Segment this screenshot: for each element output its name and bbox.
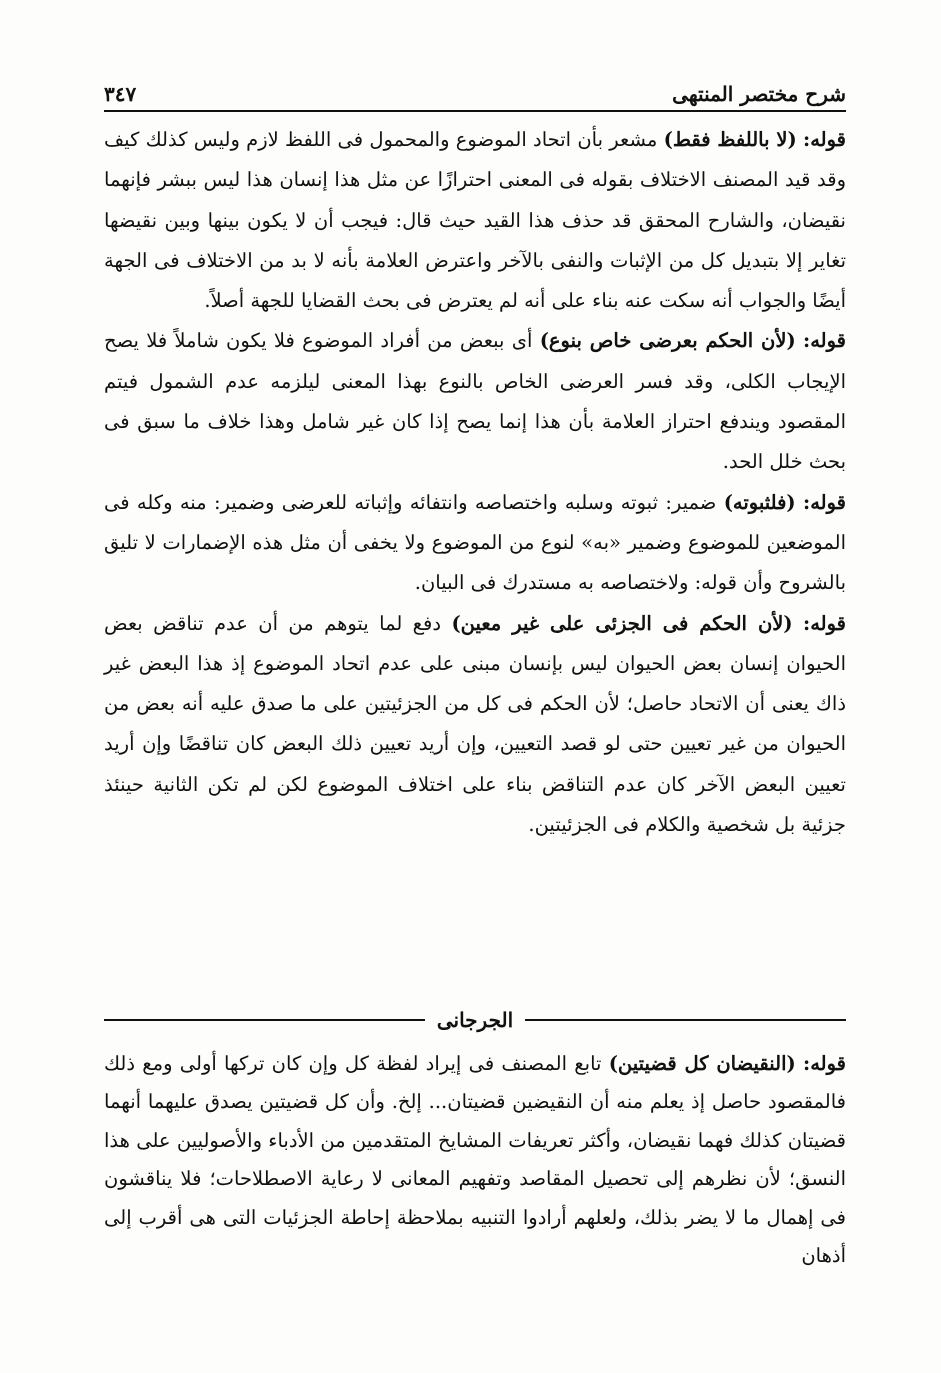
paragraph-keyword: قوله: <box>803 611 846 635</box>
commentary-lemma: (النقيضان كل قضيتين) <box>608 1052 796 1075</box>
paragraph-lemma: (لا باللفظ فقط) <box>663 128 797 151</box>
page-number: ٣٤٧ <box>104 82 137 106</box>
paragraph-keyword: قوله: <box>803 128 847 151</box>
divider-line-left <box>104 1019 425 1021</box>
paragraph-text: أى ببعض من أفراد الموضوع فلا يكون شاملاً فلا يصح الإيجاب الكلى، وقد فسر العرضى الخاص بالنوع بهذا المعنى ليلزمه عدم الشمول فيتم المقصود ويندفع احتراز العلامة بأن هذا إنما يصح إذا كان غير شامل وهذا خلاف ما سبق فى بحث خلل الحد. <box>104 329 846 474</box>
paragraph-text: مشعر بأن اتحاد الموضوع والمحمول فى اللفظ لازم وليس كذلك كيف وقد قيد المصنف الاختلاف بقوله فى المعنى احترازًا عن مثل هذا إنسان هذا ليس ببشر فإنهما نقيضان، والشارح المحقق قد حذف هذا القيد حيث قال: فيجب أن لا يكون بينها وبين نقيضها تغاير إلا بتبديل كل من الإثبات والنفى بالآخر واعترض العلامة بأنه لا بد من الاختلاف فى الجهة أيضًا والجواب أنه سكت عنه بناء على أنه لم يعترض فى بحث القضايا للجهة أصلاً. <box>104 128 846 313</box>
paragraph <box>104 321 846 482</box>
header-title: شرح مختصر المنتهى <box>672 82 846 106</box>
commentary-body: تابع المصنف فى إيراد لفظة كل وإن كان تركها أولى ومع ذلك فالمقصود حاصل إذ يعلم منه أن النقيضين قضيتان... إلخ. وأن كل قضيتين يصدق عليهما أنهما قضيتان كذلك فهما نقيضان، وأكثر تعريفات المشايخ المتقدمين من الأدباء والأصوليين على هذا النسق؛ لأن نظرهم إلى تحصيل المقاصد وتفهيم المعانى لا رعاية الاصطلاحات؛ فلا يناقشون فى إهمال ما لا يضر بذلك، ولعلهم أرادوا التنبيه بملاحظة إحاطة الجزئيات التى هى أقرب إلى أذهان <box>104 1052 846 1268</box>
paragraph <box>104 483 846 604</box>
paragraph <box>104 604 846 846</box>
paragraph-lemma: (لأن الحكم بعرضى خاص بنوع) <box>539 329 796 353</box>
paragraph <box>104 120 846 321</box>
main-text <box>104 120 846 845</box>
paragraph-keyword: قوله: <box>803 490 846 514</box>
commentary-text <box>104 1045 846 1275</box>
paragraph-text: دفع لما يتوهم من أن عدم تناقض بعض الحيوان إنسان بعض الحيوان ليس بإنسان مبنى على عدم اتحاد الموضوع إذ هذا البعض غير ذاك يعنى أن الاتحاد حاصل؛ لأن الحكم فى كل من الجزئيتين على ما صدق عليه أنه بعض من الحيوان من غير تعيين حتى لو قصد التعيين، وإن أريد تعيين ذلك البعض كان تناقضًا وإن أريد تعيين البعض الآخر كان عدم التناقض بناء على اختلاف الموضوع لكن لم تكن الثانية حينئذ جزئية بل شخصية والكلام فى الجزئيتين. <box>104 611 846 837</box>
page-header <box>104 66 846 106</box>
divider-line-right <box>525 1019 846 1021</box>
paragraph-lemma: (لأن الحكم فى الجزئى على غير معين) <box>451 611 793 635</box>
header-rule <box>104 110 846 112</box>
paragraph-keyword: قوله: <box>803 329 847 353</box>
paragraph-text: ضمير: ثبوته وسلبه واختصاصه وانتفائه وإثباته للعرضى وضمير: منه وكله فى الموضعين للموضوع وضمير «به» لنوع من الموضوع ولا يخفى أن مثل هذه الإضمارات لا تليق بالشروح وأن قوله: ولاختصاصه به مستدرك فى البيان. <box>104 490 846 595</box>
commentary-keyword: قوله: <box>803 1052 846 1075</box>
commentary-paragraph <box>104 1045 846 1275</box>
paragraph-lemma: (فلثبوته) <box>723 490 796 514</box>
divider-title: الجرجانى <box>436 1008 514 1032</box>
section-divider <box>104 1005 846 1035</box>
